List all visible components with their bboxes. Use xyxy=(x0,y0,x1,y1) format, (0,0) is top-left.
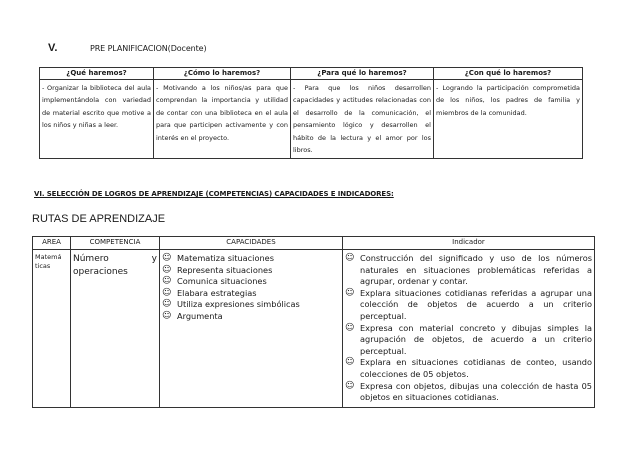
competencia-cell xyxy=(73,253,157,266)
cell-con-que: - Logrando la participación comprometida de los niños, los padres de familia y miembros de la comunidad. xyxy=(434,80,583,159)
header-que: ¿Qué haremos? xyxy=(40,68,154,80)
smiley-icon: ☺ xyxy=(162,287,172,298)
rutas-table xyxy=(32,236,595,408)
cell-para-que: - Para que los niños desarrollen capacidades y actitudes relacionadas con el desarrollo de la comunicación, el pensamiento lógico y desarrollen el hábito de la lectura y el amor por los libros. xyxy=(291,80,434,159)
capacidad-item: ☺ Utiliza expresiones simbólicas xyxy=(162,299,300,310)
indicador-item: ☺ Expresa con material concreto y dibujas simples la agrupación de objetos, de acuerdo a un criterio perceptual. xyxy=(345,322,592,356)
capacidad-item: ☺ Matematiza situaciones xyxy=(162,253,274,263)
header-con-que: ¿Con qué lo haremos? xyxy=(434,68,583,80)
smiley-icon: ☺ xyxy=(162,253,172,263)
indicador-item: ☺ Explara en situaciones cotidianas de conteo, usando colecciones de 05 objetos. xyxy=(345,357,592,379)
capacidad-item: ☺ Representa situaciones xyxy=(162,264,273,275)
smiley-icon: ☺ xyxy=(162,276,172,287)
capacidad-item: ☺ Comunica situaciones xyxy=(162,276,267,287)
smiley-icon: ☺ xyxy=(345,322,355,333)
pre-planning-table xyxy=(39,67,583,159)
smiley-icon: ☺ xyxy=(162,299,172,310)
capacidad-item: ☺ Elabara estrategias xyxy=(162,287,257,298)
header-capacidades: CAPACIDADES xyxy=(160,237,343,250)
area-cell: Matemá ticas xyxy=(35,253,62,270)
indicador-item: ☺ Explara situaciones cotidianas referidas a agrupar una colección de objetos de acuerdo a un criterio perceptual. xyxy=(345,287,592,321)
indicador-cell xyxy=(343,250,595,408)
header-como: ¿Cómo lo haremos? xyxy=(154,68,291,80)
header-area: AREA xyxy=(33,237,71,250)
header-para-que: ¿Para qué lo haremos? xyxy=(291,68,434,80)
capacidades-cell xyxy=(160,250,343,408)
header-indicador: Indicador xyxy=(343,237,595,250)
indicador-item: ☺ Construcción del significado y uso de los números naturales en situaciones problemáticas referidas a agrupar, ordenar y contar. xyxy=(345,253,592,287)
smiley-icon: ☺ xyxy=(345,380,355,391)
section-number: V. xyxy=(48,42,58,54)
smiley-icon: ☺ xyxy=(162,310,172,321)
section-vi-heading: VI. SELECCIÓN DE LOGROS DE APRENDIZAJE (COMPETENCIAS) CAPACIDADES E INDICADORES: xyxy=(34,190,394,198)
competencia-word3: operaciones xyxy=(73,267,128,277)
cell-como: - Motivando a los niños/as para que comprendan la importancia y utilidad de contar con una biblioteca en el aula para que participen activamente y con interés en el proyecto. xyxy=(154,80,291,159)
header-competencia: COMPETENCIA xyxy=(71,237,160,250)
smiley-icon: ☺ xyxy=(345,357,355,368)
capacidad-item: ☺ Argumenta xyxy=(162,310,223,321)
competencia-word2: y xyxy=(151,254,157,264)
smiley-icon: ☺ xyxy=(162,264,172,275)
rutas-title: RUTAS DE APRENDIZAJE xyxy=(32,213,166,225)
cell-que: - Organizar la biblioteca del aula implementándola con variedad de material escrito que motive a los niños y niñas a leer. xyxy=(40,80,154,159)
section-title: PRE PLANIFICACION(Docente) xyxy=(90,43,207,53)
section-v-heading xyxy=(48,40,207,56)
smiley-icon: ☺ xyxy=(345,287,355,298)
indicador-item: ☺ Expresa con objetos, dibujas una colección de hasta 05 objetos en situaciones cotidianas. xyxy=(345,380,592,403)
smiley-icon: ☺ xyxy=(345,253,355,263)
competencia-word1: Número xyxy=(73,254,109,264)
